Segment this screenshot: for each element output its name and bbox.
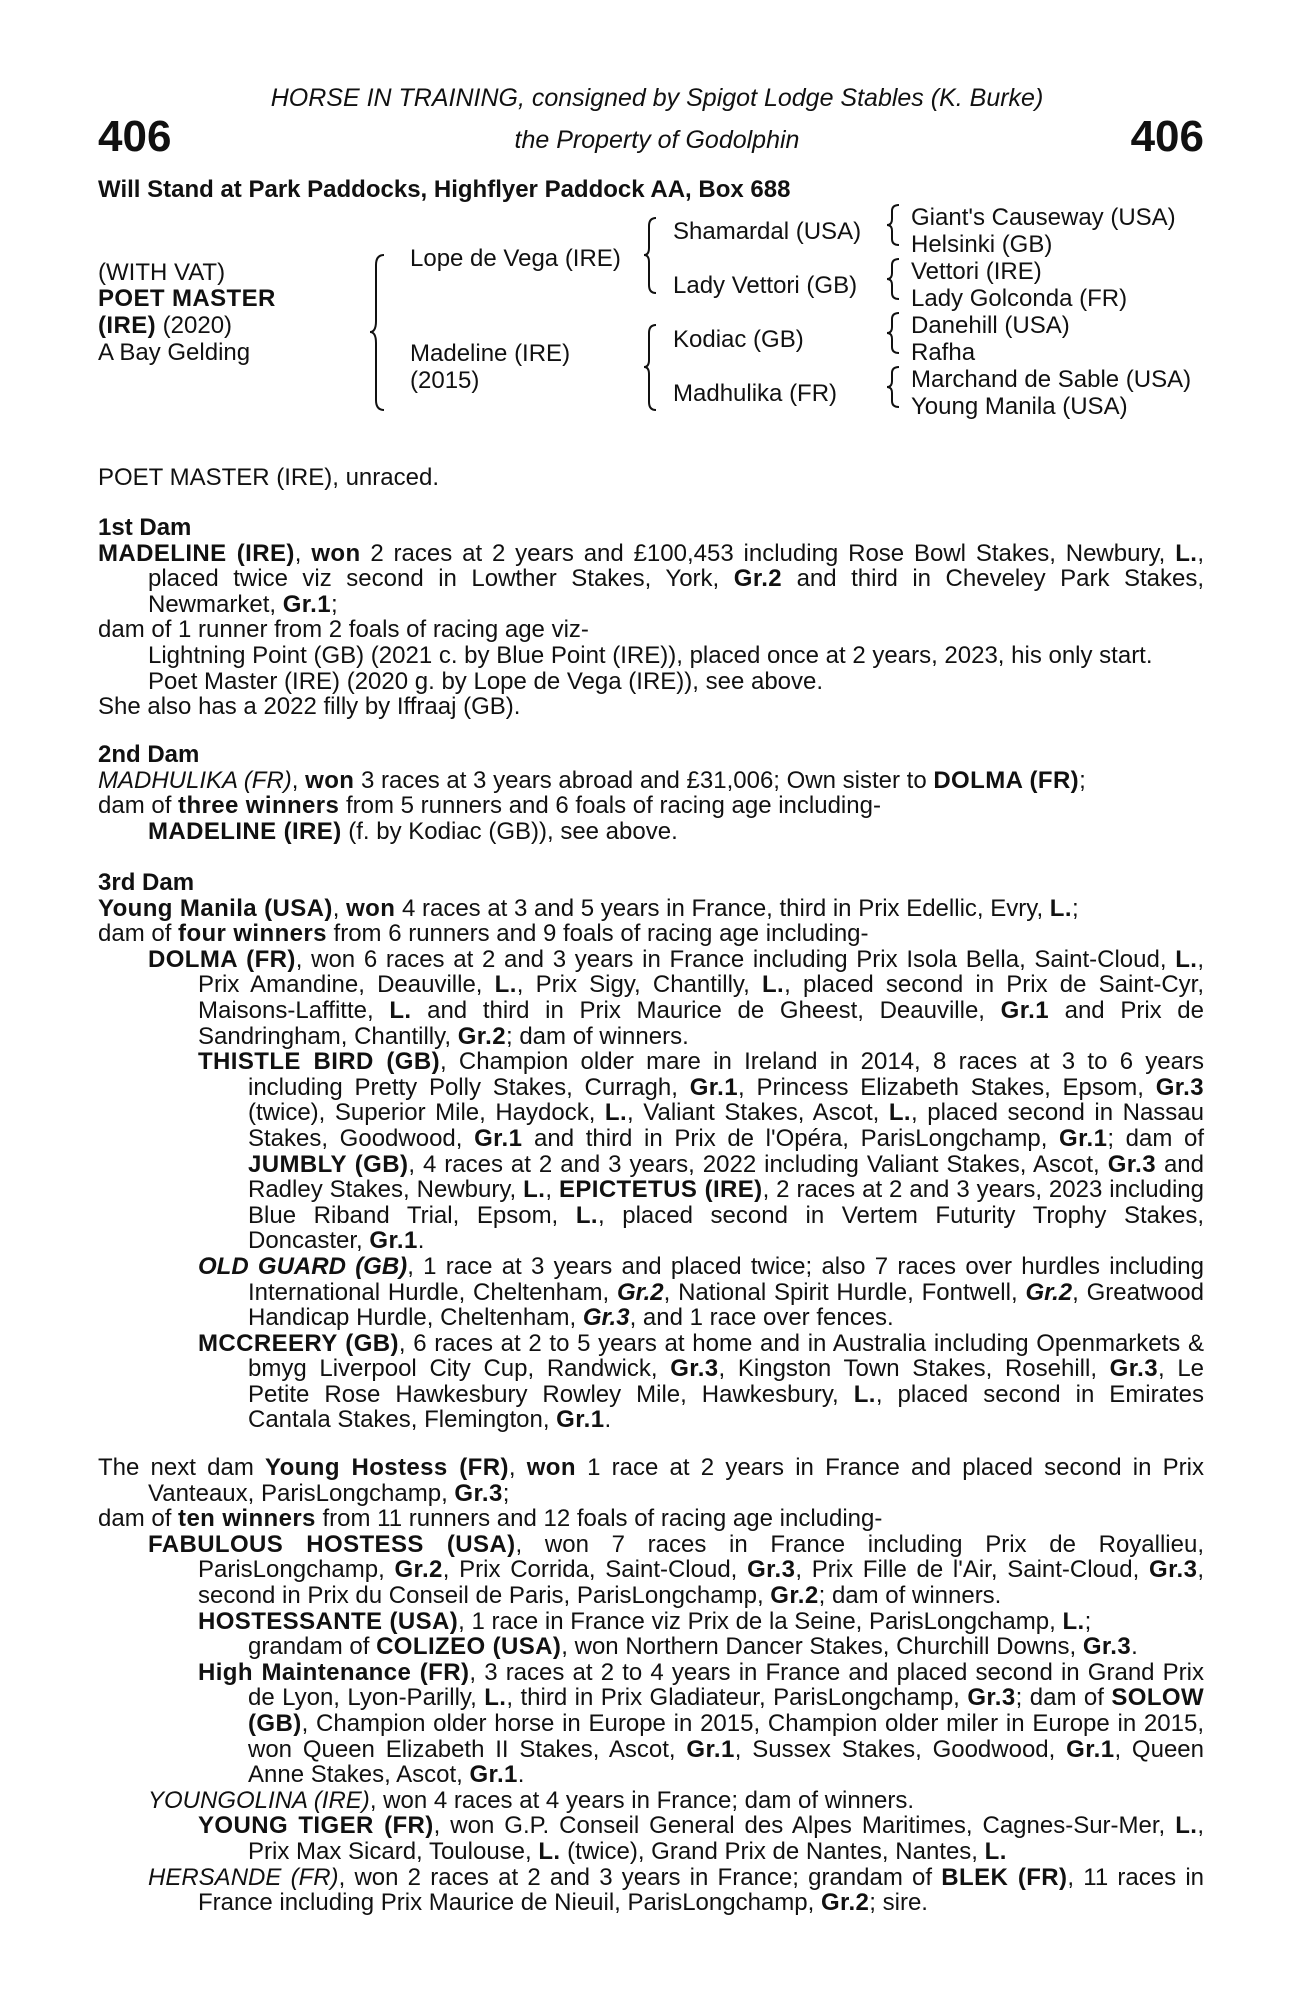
consignor-line: HORSE IN TRAINING, consigned by Spigot Lodge Stables (K. Burke) <box>270 84 1044 112</box>
second-dam-produce-intro: dam of three winners from 5 runners and 6 foals of racing age including- <box>98 792 881 820</box>
property-line: the Property of Godolphin <box>514 126 800 154</box>
dam-dam: Madhulika (FR) <box>673 380 838 407</box>
gg-6: Rafha <box>911 339 976 366</box>
gg-8: Young Manila (USA) <box>911 393 1128 420</box>
stand-line: Will Stand at Park Paddocks, Highflyer Paddock AA, Box 688 <box>98 176 791 203</box>
horse-description: A Bay Gelding <box>98 339 251 366</box>
produce-poet-master: Poet Master (IRE) (2020 g. by Lope de Vega (IRE)), see above. <box>148 667 824 695</box>
first-dam-also: She also has a 2022 filly by Iffraaj (GB). <box>98 693 521 721</box>
third-dam-heading: 3rd Dam <box>98 869 195 896</box>
produce-lightning-point: Lightning Point (GB) (2021 c. by Blue Point (IRE)), placed once at 2 years, 2023, his only start. <box>148 641 1153 669</box>
next-dam-record: The next dam Young Hostess (FR), won 1 race at 2 years in France and placed second in Prix Vanteaux, ParisLongchamp, Gr.3; <box>98 1454 1204 1507</box>
main-brace <box>370 255 386 410</box>
dam-sire: Kodiac (GB) <box>673 326 804 353</box>
next-dam-produce-intro: dam of ten winners from 11 runners and 12 foals of racing age including- <box>98 1505 883 1533</box>
lot-number-left: 406 <box>98 112 172 161</box>
gg-3: Vettori (IRE) <box>911 258 1042 285</box>
gg-4: Lady Golconda (FR) <box>911 285 1128 312</box>
produce-high-maintenance: High Maintenance (FR), 3 races at 2 to 4 years in France and placed second in Grand Prix de Lyon, Lyon-Parilly, L., third in Prix Gladiateur, ParisLongchamp, Gr.3; dam of SOLOW (GB), Champion older horse in Europe in 2015, Champion older miler in Europe in 2015, won Queen Elizabeth II Stakes, Ascot, Gr.1, Sussex Stakes, Goodwood, Gr.1, Queen Anne Stakes, Ascot, Gr.1. <box>198 1658 1204 1789</box>
first-dam-record: MADELINE (IRE), won 2 races at 2 years and £100,453 including Rose Bowl Stakes, Newbury, L., placed twice viz second in Lowther Stakes, York, Gr.2 and third in Cheveley Park Stakes, Newmarket, Gr.1; <box>98 539 1205 618</box>
produce-old-guard: OLD GUARD (GB), 1 race at 3 years and placed twice; also 7 races over hurdles including International Hurdle, Cheltenham, Gr.2, National Spirit Hurdle, Fontwell, Gr.2, Greatwood Handicap Hurdle, Cheltenham, Gr.3, and 1 race over fences. <box>198 1252 1205 1332</box>
dam: Madeline (IRE) <box>410 340 571 367</box>
ds-brace <box>887 313 901 353</box>
next-dam-section <box>98 1455 1204 1916</box>
gg-7: Marchand de Sable (USA) <box>911 366 1192 393</box>
sire-brace <box>644 218 658 293</box>
produce-thistle-bird: THISTLE BIRD (GB), Champion older mare in Ireland in 2014, 8 races at 3 to 6 years including Pretty Polly Stakes, Curragh, Gr.1, Princess Elizabeth Stakes, Epsom, Gr.3 (twice), Superior Mile, Haydock, L., Valiant Stakes, Ascot, L., placed second in Nassau Stakes, Goodwood, Gr.1 and third in Prix de l'Opéra, ParisLongchamp, Gr.1; dam of JUMBLY (GB), 4 races at 2 and 3 years, 2022 including Valiant Stakes, Ascot, Gr.3 and Radley Stakes, Newbury, L., EPICTETUS (IRE), 2 races at 2 and 3 years, 2023 including Blue Riband Trial, Epsom, L., placed second in Vertem Futurity Trophy Stakes, Doncaster, Gr.1. <box>198 1048 1205 1255</box>
first-dam-heading: 1st Dam <box>98 514 192 541</box>
gg-5: Danehill (USA) <box>911 312 1070 339</box>
second-dam-section <box>98 742 1204 844</box>
third-dam-record: Young Manila (USA), won 4 races at 3 and 5 years in France, third in Prix Edellic, Evry, L.; <box>98 894 1079 922</box>
horse-country-year: (IRE) (2020) <box>98 312 233 339</box>
gg-2: Helsinki (GB) <box>911 231 1053 258</box>
produce-mccreery: MCCREERY (GB), 6 races at 2 to 5 years at home and in Australia including Openmarkets & bmyg Liverpool City Cup, Randwick, Gr.3, Kingston Town Stakes, Rosehill, Gr.3, Le Petite Rose Hawkesbury Rowley Mile, Hawkesbury, L., placed second in Emirates Cantala Stakes, Flemington, Gr.1. <box>198 1329 1205 1434</box>
gg-1: Giant's Causeway (USA) <box>911 204 1176 231</box>
produce-fabulous-hostess: FABULOUS HOSTESS (USA), won 7 races in France including Prix de Royallieu, ParisLongchamp, Gr.2, Prix Corrida, Saint-Cloud, Gr.3, Prix Fille de l'Air, Saint-Cloud, Gr.3, second in Prix du Conseil de Paris, ParisLongchamp, Gr.2; dam of winners. <box>148 1530 1205 1609</box>
race-record: POET MASTER (IRE), unraced. <box>98 464 439 491</box>
produce-madeline: MADELINE (IRE) (f. by Kodiac (GB)), see above. <box>148 817 678 845</box>
second-dam-record: MADHULIKA (FR), won 3 races at 3 years abroad and £31,006; Own sister to DOLMA (FR); <box>98 766 1086 794</box>
produce-youngolina: YOUNGOLINA (IRE), won 4 races at 4 years in France; dam of winners. <box>148 1786 915 1814</box>
produce-hostessante: HOSTESSANTE (USA), 1 race in France viz Prix de la Seine, ParisLongchamp, L.; grandam of COLIZEO (USA), won Northern Dancer Stakes, Churchill Downs, Gr.3. <box>198 1607 1138 1661</box>
lot-number-right: 406 <box>1130 112 1204 161</box>
second-dam-heading: 2nd Dam <box>98 741 200 768</box>
produce-hersande: HERSANDE (FR), won 2 races at 2 and 3 years in France; grandam of BLEK (FR), 11 races in France including Prix Maurice de Nieuil, ParisLongchamp, Gr.2; sire. <box>148 1863 1205 1917</box>
sd-brace <box>887 259 901 299</box>
dam-brace <box>644 325 658 410</box>
dam-year: (2015) <box>410 367 480 394</box>
sire-sire: Shamardal (USA) <box>673 218 862 245</box>
horse-name: POET MASTER <box>98 285 276 312</box>
third-dam-produce-intro: dam of four winners from 6 runners and 9 foals of racing age including- <box>98 920 869 948</box>
sire: Lope de Vega (IRE) <box>410 245 621 272</box>
sire-dam: Lady Vettori (GB) <box>673 272 858 299</box>
first-dam-section <box>98 515 1204 720</box>
ss-brace <box>887 205 901 245</box>
third-dam-section <box>98 870 1204 1433</box>
produce-young-tiger: YOUNG TIGER (FR), won G.P. Conseil General des Alpes Maritimes, Cagnes-Sur-Mer, L., Prix Max Sicard, Toulouse, L. (twice), Grand Prix de Nantes, Nantes, L. <box>198 1812 1204 1865</box>
vat-note: (WITH VAT) <box>98 259 226 286</box>
first-dam-produce-intro: dam of 1 runner from 2 foals of racing age viz- <box>98 616 589 644</box>
produce-dolma: DOLMA (FR), won 6 races at 2 and 3 years in France including Prix Isola Bella, Saint-Cloud, L., Prix Amandine, Deauville, L., Prix Sigy, Chantilly, L., placed second in Prix de Saint-Cyr, Maisons-Laffitte, L. and third in Prix Maurice de Gheest, Deauville, Gr.1 and Prix de Sandringham, Chantilly, Gr.2; dam of winners. <box>148 945 1205 1050</box>
dd-brace <box>887 367 901 407</box>
